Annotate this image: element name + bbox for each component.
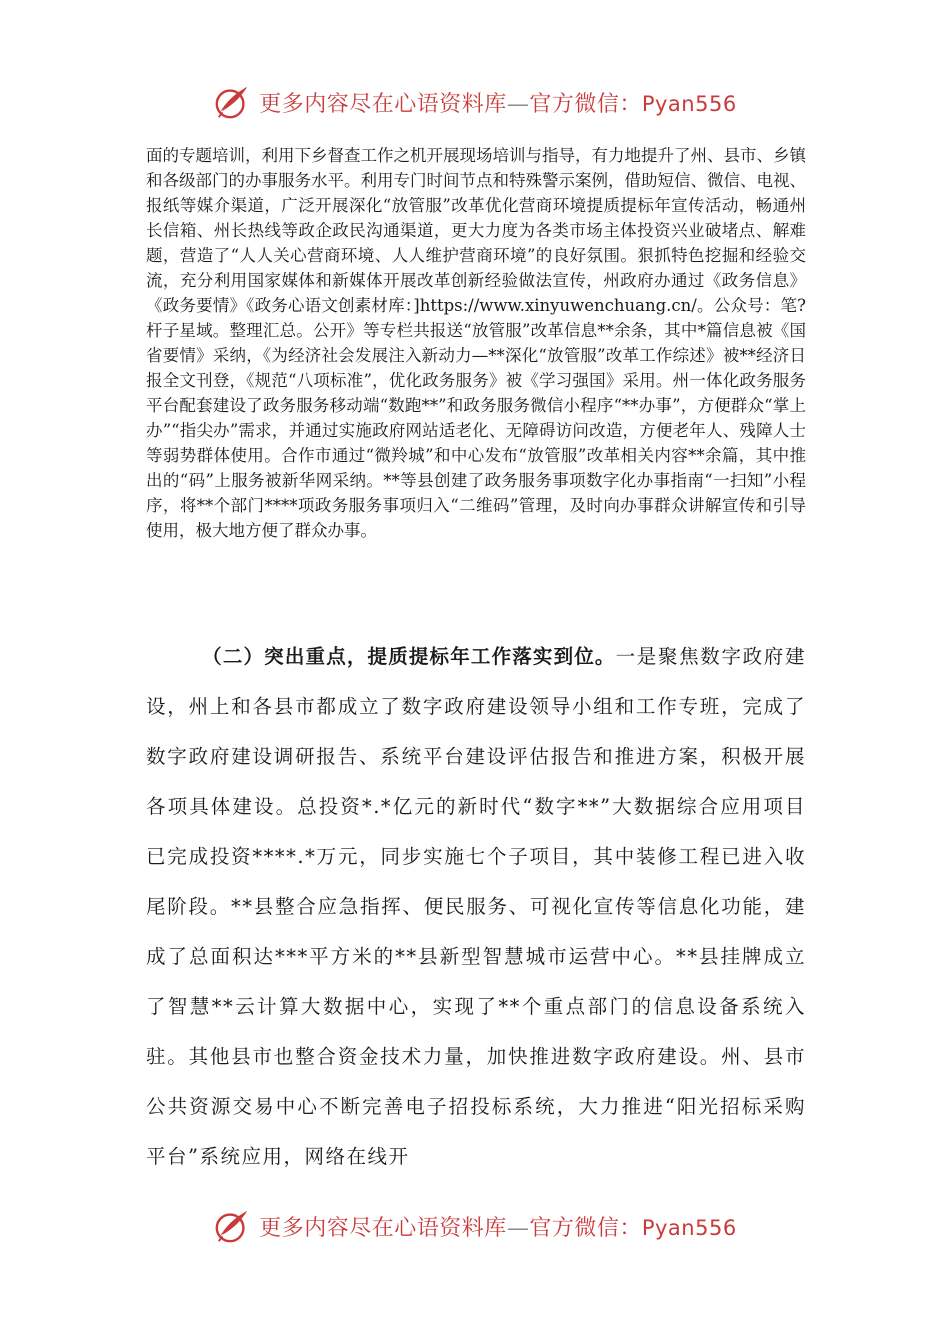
header-banner [0,82,950,122]
section-heading: （二）突出重点，提质提标年工作落实到位。 [202,645,616,668]
paragraph-section-two [146,632,806,1182]
paragraph-publicity: 面的专题培训，利用下乡督查工作之机开展现场培训与指导，有力地提升了州、县市、乡镇和各级部门的办事服务水平。利用专门时间节点和特殊警示案例，借助短信、微信、电视、报纸等媒介渠道，广泛开展深化“放管服”改革优化营商环境提质提标年宣传活动，畅通州长信箱、州长热线等政企政民沟通渠道，更大力度为各类市场主体投资兴业破堵点、解难题，营造了“人人关心营商环境、人人维护营商环境”的良好氛围。狠抓特色挖掘和经验交流，充分利用国家媒体和新媒体开展改革创新经验做法宣传，州政府办通过《政务信息》《政务要情》《政务心语文创素材库：]https://www.xinyuwenchuang.cn/。公众号：笔?杆子星域。整理汇总。公开》等专栏共报送“放管服”改革信息**余条，其中*篇信息被《国省要情》采纳，《为经济社会发展注入新动力—**深化“放管服”改革工作综述》被**经济日报全文刊登，《规范“八项标准”，优化政务服务》被《学习强国》采用。州一体化政务服务平台配套建设了政务服务移动端“数跑**”和政务服务微信小程序“**办事”，方便群众“掌上办”“指尖办”需求，并通过实施政府网站适老化、无障碍访问改造，方便老年人、残障人士等弱势群体使用。合作市通过“微羚城”和中心发布“放管服”改革相关内容**余篇，其中推出的“码”上服务被新华网采纳。**等县创建了政务服务事项数字化办事指南“一扫知”小程序，将**个部门****项政务服务事项归入“二维码”管理，及时向办事群众讲解宣传和引导使用，极大地方便了群众办事。 [146,146,806,540]
banner-text: 更多内容尽在心语资料库—官方微信：Pyan556 [259,91,737,117]
banner-text: 更多内容尽在心语资料库—官方微信：Pyan556 [259,1215,737,1241]
footer-banner [0,1206,950,1246]
quill-logo-icon [213,83,251,121]
section-body: 一是聚焦数字政府建设，州上和各县市都成立了数字政府建设领导小组和工作专班，完成了数字政府建设调研报告、系统平台建设评估报告和推进方案，积极开展各项具体建设。总投资*.*亿元的新时代“数字**”大数据综合应用项目已完成投资****.*万元，同步实施七个子项目，其中装修工程已进入收尾阶段。**县整合应急指挥、便民服务、可视化宣传等信息化功能，建成了总面积达***平方米的**县新型智慧城市运营中心。**县挂牌成立了智慧**云计算大数据中心，实现了**个重点部门的信息设备系统入驻。其他县市也整合资金技术力量，加快推进数字政府建设。州、县市公共资源交易中心不断完善电子招投标系统，大力推进“阳光招标采购平台”系统应用，网络在线开 [146,645,806,1168]
quill-logo-icon [213,1207,251,1245]
